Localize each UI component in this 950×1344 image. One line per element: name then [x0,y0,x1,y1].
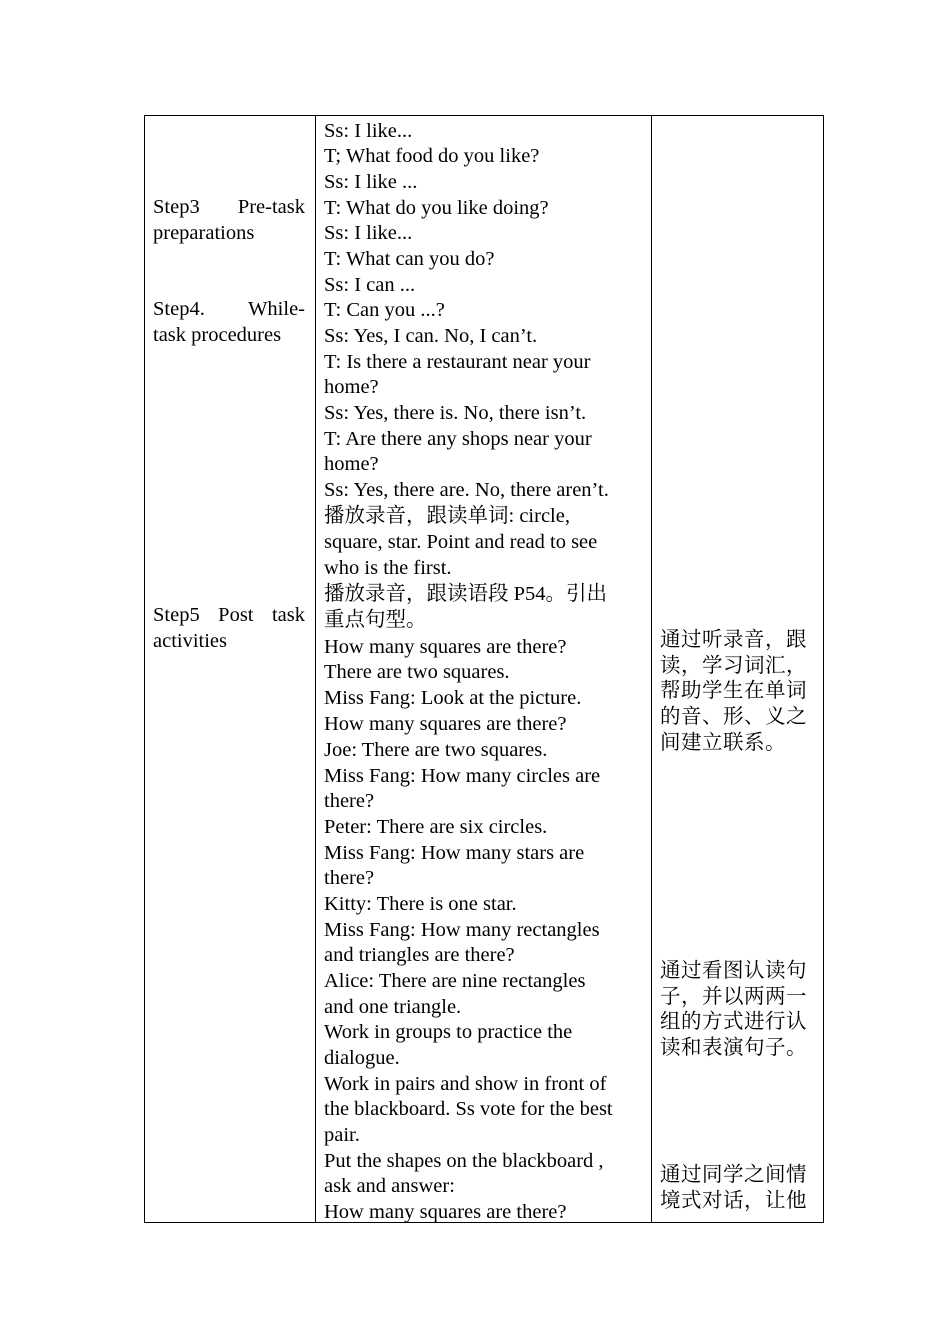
procedure-line: home? [324,376,379,398]
procedure-line: Miss Fang: How many circles are [324,765,601,787]
procedure-line: Work in pairs and show in front of [324,1073,607,1095]
procedure-line: Ss: I like... [324,222,413,244]
procedure-line: ask and answer: [324,1175,455,1197]
procedure-line: Miss Fang: How many stars are [324,842,585,864]
procedure-line: 播放录音，跟读单词: circle, [324,505,570,527]
procedure-line: T; What food do you like? [324,145,540,167]
procedure-line: Peter: There are six circles. [324,816,548,838]
purpose-column [652,116,824,1222]
procedure-line: T: Can you ...? [324,299,445,321]
purpose-line: 读和表演句子。 [660,1037,807,1059]
purpose-line: 通过看图认读句 [660,960,807,982]
purpose-line: 的音、形、义之 [660,706,807,728]
procedure-line: Joe: There are two squares. [324,739,548,761]
step4-title-cont: task procedures [153,324,282,346]
procedure-line: pair. [324,1124,360,1146]
purpose-line: 读，学习词汇， [660,655,807,677]
procedure-line: Work in groups to practice the [324,1021,573,1043]
procedure-line: How many squares are there? [324,713,567,735]
procedure-line: Ss: I can ... [324,274,416,296]
procedure-line: There are two squares. [324,661,510,683]
procedure-line: How many squares are there? [324,636,567,658]
purpose-line: 通过听录音，跟 [660,629,807,651]
procedure-line: Ss: I like ... [324,171,418,193]
procedure-line: and triangles are there? [324,944,515,966]
procedure-line: Put the shapes on the blackboard , [324,1150,604,1172]
step5-title-cont: activities [153,630,228,652]
procedure-line: Kitty: There is one star. [324,893,517,915]
procedure-line: Ss: Yes, there are. No, there aren’t. [324,479,609,501]
procedure-line: 重点句型。 [324,609,427,631]
procedure-line: Miss Fang: How many rectangles [324,919,600,941]
purpose-line: 境式对话，让他 [660,1190,807,1212]
step4-title: Step4. While- [153,298,305,320]
purpose-line: 帮助学生在单词 [660,680,807,702]
procedure-line: and one triangle. [324,996,462,1018]
procedure-line: Alice: There are nine rectangles [324,970,586,992]
lesson-plan-table [144,115,824,1223]
procedure-line: home? [324,453,379,475]
purpose-line: 间建立联系。 [660,732,786,754]
procedure-line: T: What can you do? [324,248,495,270]
procedures-column [316,116,651,1222]
purpose-line: 组的方式进行认 [660,1011,807,1033]
procedure-line: there? [324,790,375,812]
procedure-line: How many squares are there? [324,1201,567,1222]
step5-title: Step5 Post task [153,604,305,626]
step3-title-cont: preparations [153,222,255,244]
step3-title: Step3 Pre-task [153,196,305,218]
steps-column [145,116,315,1222]
procedure-line: who is the first. [324,557,452,579]
procedure-line: T: What do you like doing? [324,197,549,219]
procedure-line: Ss: Yes, there is. No, there isn’t. [324,402,587,424]
procedure-line: Ss: I like... [324,120,413,142]
procedure-line: 播放录音，跟读语段 P54。引出 [324,583,608,605]
procedure-line: square, star. Point and read to see [324,531,598,553]
procedure-line: T: Is there a restaurant near your [324,351,591,373]
procedure-line: there? [324,867,375,889]
purpose-line: 子，并以两两一 [660,986,807,1008]
procedure-line: Miss Fang: Look at the picture. [324,687,582,709]
procedure-line: dialogue. [324,1047,400,1069]
procedure-line: Ss: Yes, I can. No, I can’t. [324,325,538,347]
procedure-line: T: Are there any shops near your [324,428,592,450]
purpose-line: 通过同学之间情 [660,1164,807,1186]
procedure-line: the blackboard. Ss vote for the best [324,1098,613,1120]
